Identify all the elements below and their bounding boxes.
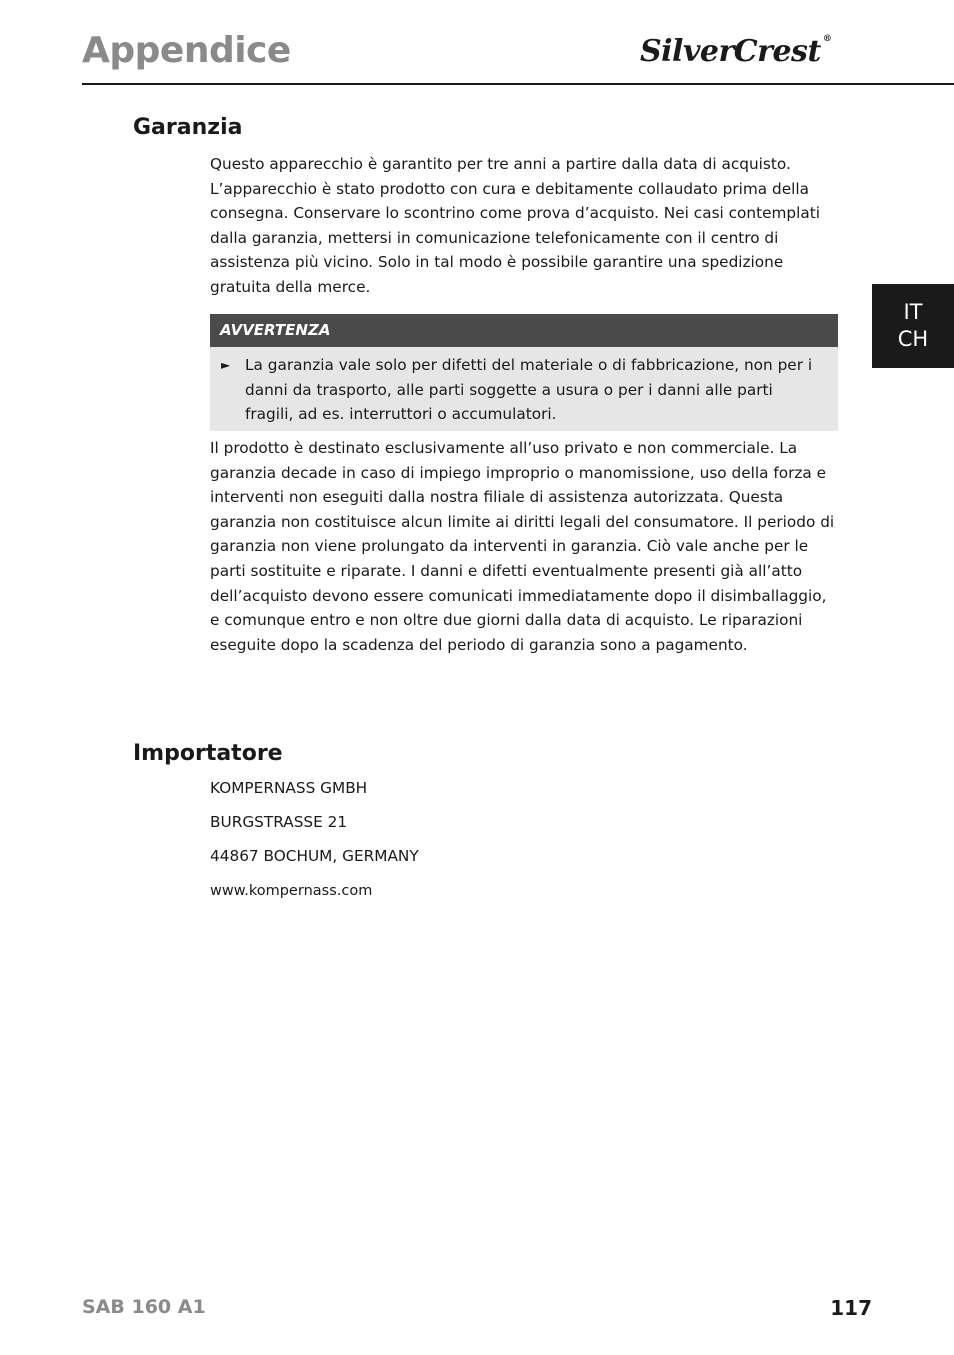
language-code-it: IT <box>903 300 923 324</box>
header-divider <box>82 83 954 85</box>
registered-mark: ® <box>822 34 832 44</box>
section-heading-garanzia: Garanzia <box>133 115 243 140</box>
brand-logo-text: SilverCrest <box>640 34 821 69</box>
footer-page-number: 117 <box>830 1296 872 1320</box>
section-heading-importatore: Importatore <box>133 741 283 766</box>
importer-company: KOMPERNASS GMBH <box>210 779 368 797</box>
garanzia-intro-paragraph: Questo apparecchio è garantito per tre anni a partire dalla data di acquisto. L’apparecchio è stato prodotto con cura e debitamente collaudato prima della consegna. Conservare lo scontrino come prova d’acquisto. Nei casi contemplati dalla garanzia, mettersi in comunicazione telefonicamente con il centro di assistenza più vicino. Solo in tal modo è possibile garantire una spedizione gratuita della merce. <box>210 155 821 296</box>
triangle-right-icon: ► <box>221 358 231 372</box>
warning-item <box>210 347 838 427</box>
footer-model-number: SAB 160 A1 <box>82 1296 206 1318</box>
language-tab <box>872 284 954 368</box>
page-title: Appendice <box>82 30 291 71</box>
importer-street: BURGSTRASSE 21 <box>210 813 348 831</box>
warning-title: AVVERTENZA <box>210 314 838 347</box>
brand-logo <box>640 34 831 69</box>
language-code-ch: CH <box>897 327 929 351</box>
importer-city: 44867 BOCHUM, GERMANY <box>210 847 419 865</box>
warning-text: La garanzia vale solo per difetti del materiale o di fabbricazione, non per i danni da trasporto, alle parti soggette a usura o per i danni alle parti fragili, ad es. interruttori o accumulatori. <box>245 356 813 424</box>
warning-box <box>210 314 838 431</box>
importer-website-link[interactable]: www.kompernass.com <box>210 883 373 899</box>
garanzia-body-paragraph: Il prodotto è destinato esclusivamente all’uso privato e non commerciale. La garanzia decade in caso di impiego improprio o manomissione, uso della forza e interventi non eseguiti dalla nostra filiale di assistenza autorizzata. Questa garanzia non costituisce alcun limite ai diritti legali del consumatore. Il periodo di garanzia non viene prolungato da interventi in garanzia. Ciò vale anche per le parti sostituite e riparate. I danni e difetti eventualmente presenti già all’atto dell’acquisto devono essere comunicati immediatamente dopo il disimballaggio, e comunque entro e non oltre due giorni dalla data di acquisto. Le riparazioni eseguite dopo la scadenza del periodo di garanzia sono a pagamento. <box>210 439 835 654</box>
